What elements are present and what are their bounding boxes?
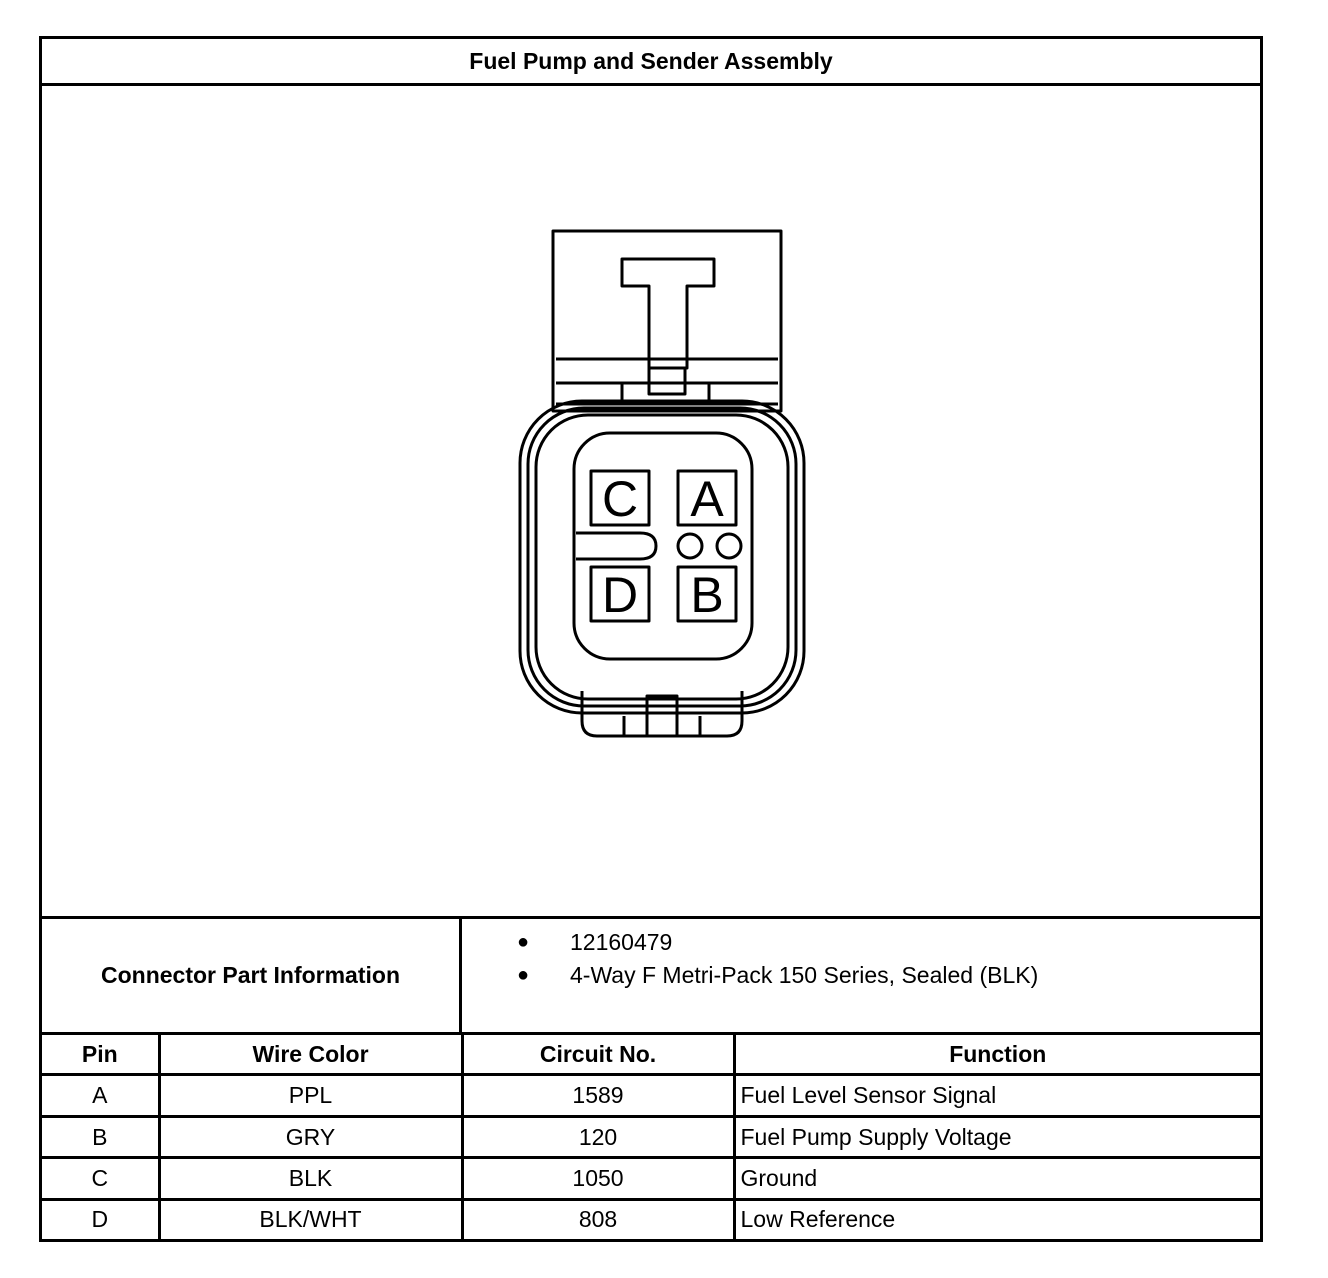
cell-wire-color: BLK/WHT [159,1199,462,1239]
cell-function: Low Reference [734,1199,1260,1239]
pin-label-b: B [690,567,724,623]
table-row [42,1116,1260,1157]
cell-circuit-no: 808 [462,1199,734,1239]
connector-sheet [39,36,1263,1242]
header-wire-color: Wire Color [159,1034,462,1075]
pin-label-d: D [601,567,639,623]
cell-wire-color: GRY [159,1116,462,1157]
latch-tab [649,368,685,394]
t-latch [622,259,714,368]
cell-function: Fuel Pump Supply Voltage [734,1116,1260,1157]
connector-outer-body [520,401,804,713]
cell-pin: D [42,1199,159,1239]
part-number: 12160479 [570,928,673,955]
cell-circuit-no: 1050 [462,1158,734,1199]
header-function: Function [734,1034,1260,1075]
connector-inner-face [574,433,752,659]
connector-diagram-area [42,86,1260,916]
cell-pin: C [42,1158,159,1199]
connector-info-list [462,919,1260,1032]
cell-pin: A [42,1075,159,1116]
header-circuit-no: Circuit No. [462,1034,734,1075]
table-row [42,1199,1260,1239]
pin-table [42,1032,1260,1239]
table-row [42,1158,1260,1199]
cell-wire-color: BLK [159,1158,462,1199]
cell-circuit-no: 120 [462,1116,734,1157]
cell-pin: B [42,1116,159,1157]
sheet-title: Fuel Pump and Sender Assembly [42,39,1260,86]
pin-label-c: C [601,471,639,527]
table-header-row [42,1034,1260,1075]
bullet-icon: ● [517,930,530,953]
connector-face-diagram [42,86,1260,916]
cell-function: Ground [734,1158,1260,1199]
vent-hole-right [717,534,741,558]
cell-wire-color: PPL [159,1075,462,1116]
cell-circuit-no: 1589 [462,1075,734,1116]
cell-function: Fuel Level Sensor Signal [734,1075,1260,1116]
bullet-icon: ● [517,963,530,986]
pin-label-a: A [690,471,724,527]
table-row [42,1075,1260,1116]
header-pin: Pin [42,1034,159,1075]
part-description: 4-Way F Metri-Pack 150 Series, Sealed (BLK) [570,961,1039,988]
connector-info-row [42,916,1260,1032]
connector-info-label: Connector Part Information [42,919,462,1032]
vent-hole-left [678,534,702,558]
